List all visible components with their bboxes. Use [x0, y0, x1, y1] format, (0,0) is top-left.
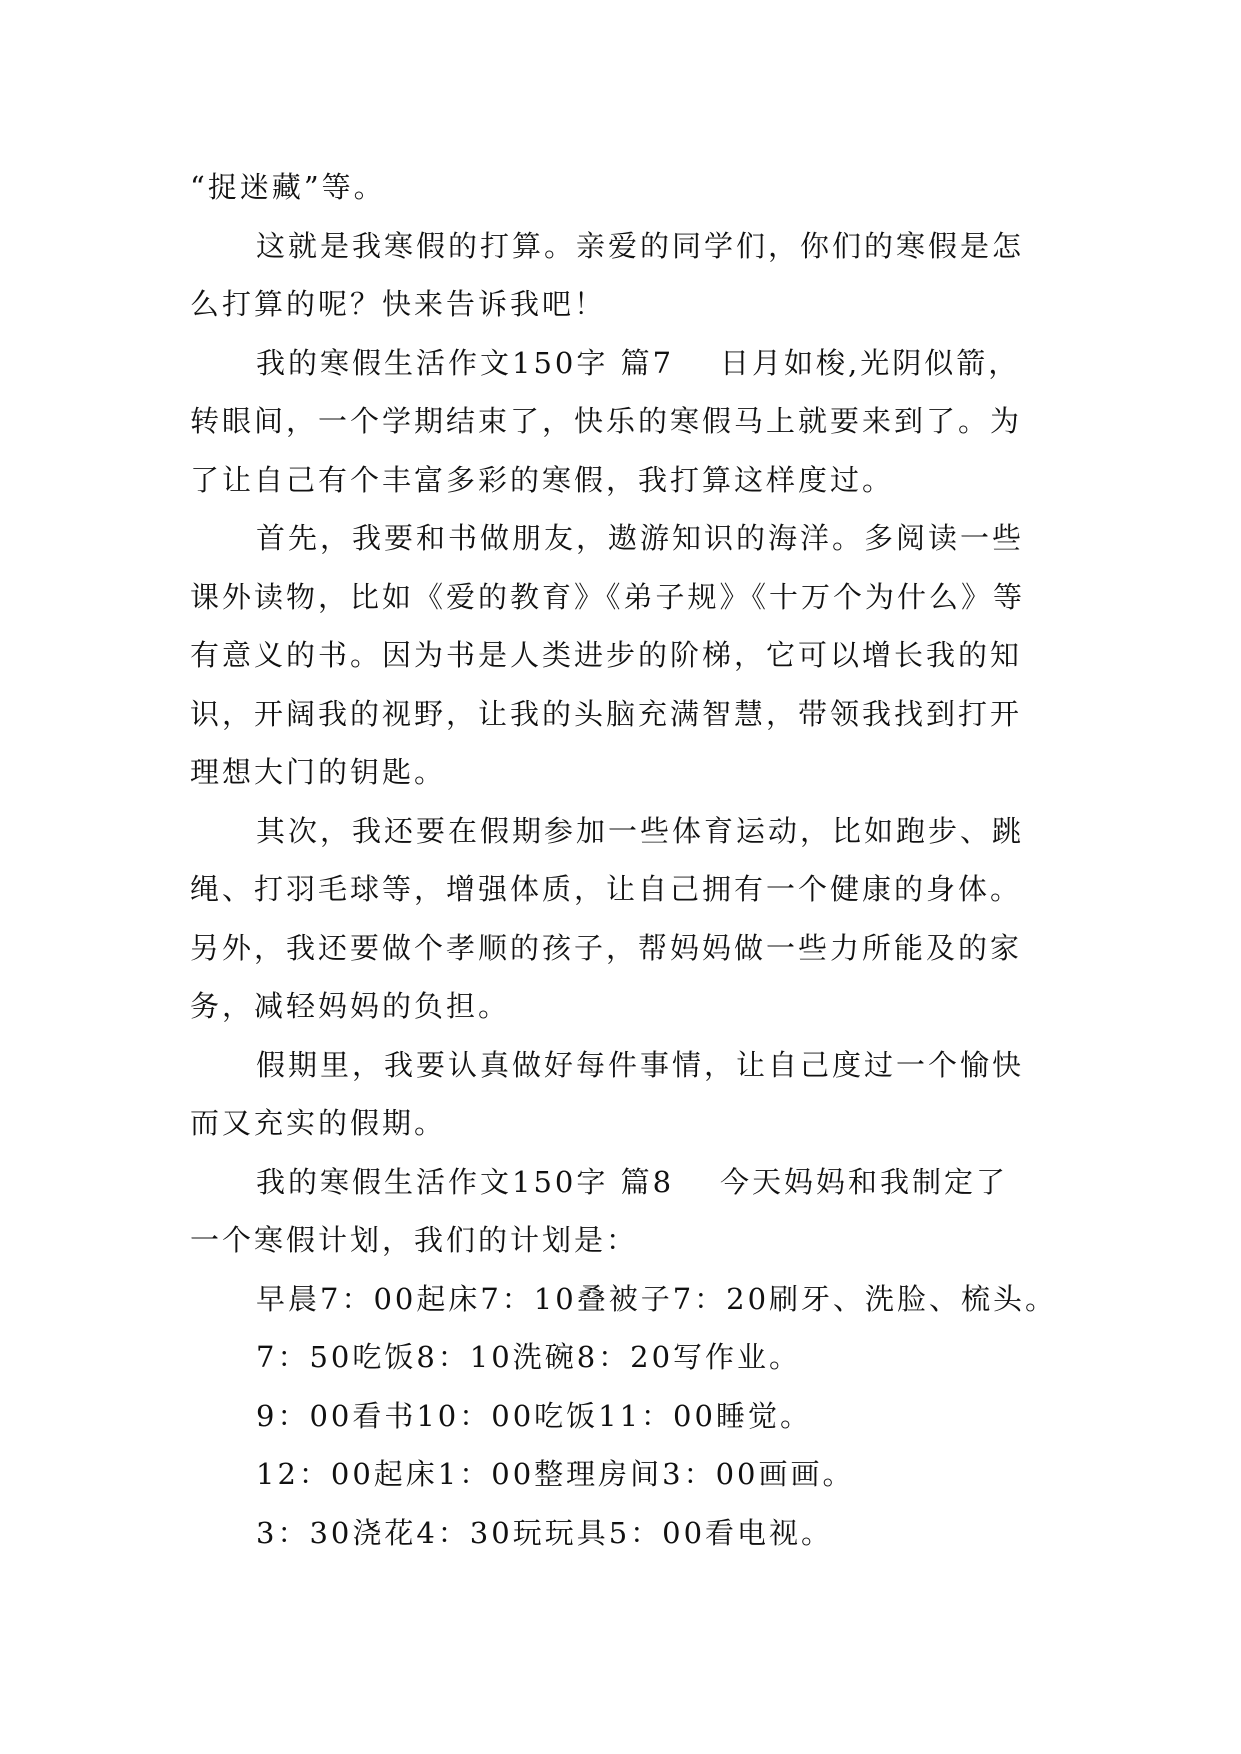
- text-line-content: 务，减轻妈妈的负担。: [190, 989, 511, 1023]
- text-line: [190, 275, 1062, 334]
- text-line: [190, 1094, 1062, 1153]
- text-line: [190, 1387, 1062, 1446]
- text-line-content: 而又充实的假期。: [190, 1106, 447, 1140]
- text-line-content: 12：00起床1：00整理房间3：00画画。: [256, 1457, 855, 1491]
- text-line: [190, 509, 1062, 568]
- text-line: [190, 1270, 1062, 1329]
- text-line: [190, 1153, 1062, 1212]
- text-line-content: 有意义的书。因为书是人类进步的阶梯，它可以增长我的知: [190, 638, 1023, 672]
- text-line: [190, 860, 1062, 919]
- text-line: [190, 217, 1062, 276]
- text-line: [190, 158, 1062, 217]
- text-line-content: 我的寒假生活作文150字 篇7: [256, 345, 675, 380]
- text-line-content: 绳、打羽毛球等，增强体质，让自己拥有一个健康的身体。: [190, 872, 1023, 906]
- text-line-content: 3：30浇花4：30玩玩具5：00看电视。: [256, 1515, 834, 1550]
- text-line-content: 么打算的呢？快来告诉我吧！: [190, 287, 607, 321]
- text-line: [190, 1328, 1062, 1387]
- text-line-content: 理想大门的钥匙。: [190, 755, 447, 789]
- text-line: [190, 392, 1062, 451]
- text-line: [190, 1211, 1062, 1270]
- text-line-content: 识，开阔我的视野，让我的头脑充满智慧，带领我找到打开: [190, 696, 1023, 731]
- text-line-content: 一个寒假计划，我们的计划是：: [190, 1223, 639, 1257]
- text-line-content: 9：00看书10：00吃饭11：00睡觉。: [256, 1398, 812, 1433]
- text-line: [190, 919, 1062, 978]
- text-line-content: 首先，我要和书做朋友，遨游知识的海洋。多阅读一些: [256, 521, 1025, 555]
- text-line-content: 课外读物，比如《爱的教育》《弟子规》《十万个为什么》等: [190, 579, 1026, 614]
- text-line-content: “捉迷藏”等。: [190, 170, 386, 204]
- text-line-content: 其次，我还要在假期参加一些体育运动，比如跑步、跳: [256, 813, 1025, 848]
- document-body: [190, 158, 1062, 1562]
- text-line: [190, 977, 1062, 1036]
- text-line-content: 转眼间，一个学期结束了，快乐的寒假马上就要来到了。为: [190, 404, 1023, 438]
- text-line-content: 另外，我还要做个孝顺的孩子，帮妈妈做一些力所能及的家: [190, 930, 1023, 965]
- text-line: [190, 568, 1062, 627]
- text-line-content: 早晨7：00起床7：10叠被子7：20刷牙、洗脸、梳头。: [256, 1281, 1058, 1316]
- text-line: [190, 802, 1062, 861]
- text-line: [190, 1504, 1062, 1563]
- text-line-continuation: 今天妈妈和我制定了: [720, 1164, 1009, 1199]
- text-line: [190, 1445, 1062, 1504]
- text-line-content: 了让自己有个丰富多彩的寒假，我打算这样度过。: [190, 462, 895, 497]
- text-line-content: 这就是我寒假的打算。亲爱的同学们，你们的寒假是怎: [256, 228, 1025, 263]
- text-line-content: 我的寒假生活作文150字 篇8: [256, 1164, 675, 1199]
- text-line-continuation: 日月如梭,光阴似箭，: [720, 345, 1021, 380]
- text-line: [190, 334, 1062, 393]
- text-line: [190, 626, 1062, 685]
- text-line: [190, 451, 1062, 510]
- text-line-content: 假期里，我要认真做好每件事情，让自己度过一个愉快: [256, 1047, 1025, 1082]
- text-line: [190, 1036, 1062, 1095]
- text-line-content: 7：50吃饭8：10洗碗8：20写作业。: [256, 1340, 802, 1374]
- text-line: [190, 685, 1062, 744]
- text-line: [190, 743, 1062, 802]
